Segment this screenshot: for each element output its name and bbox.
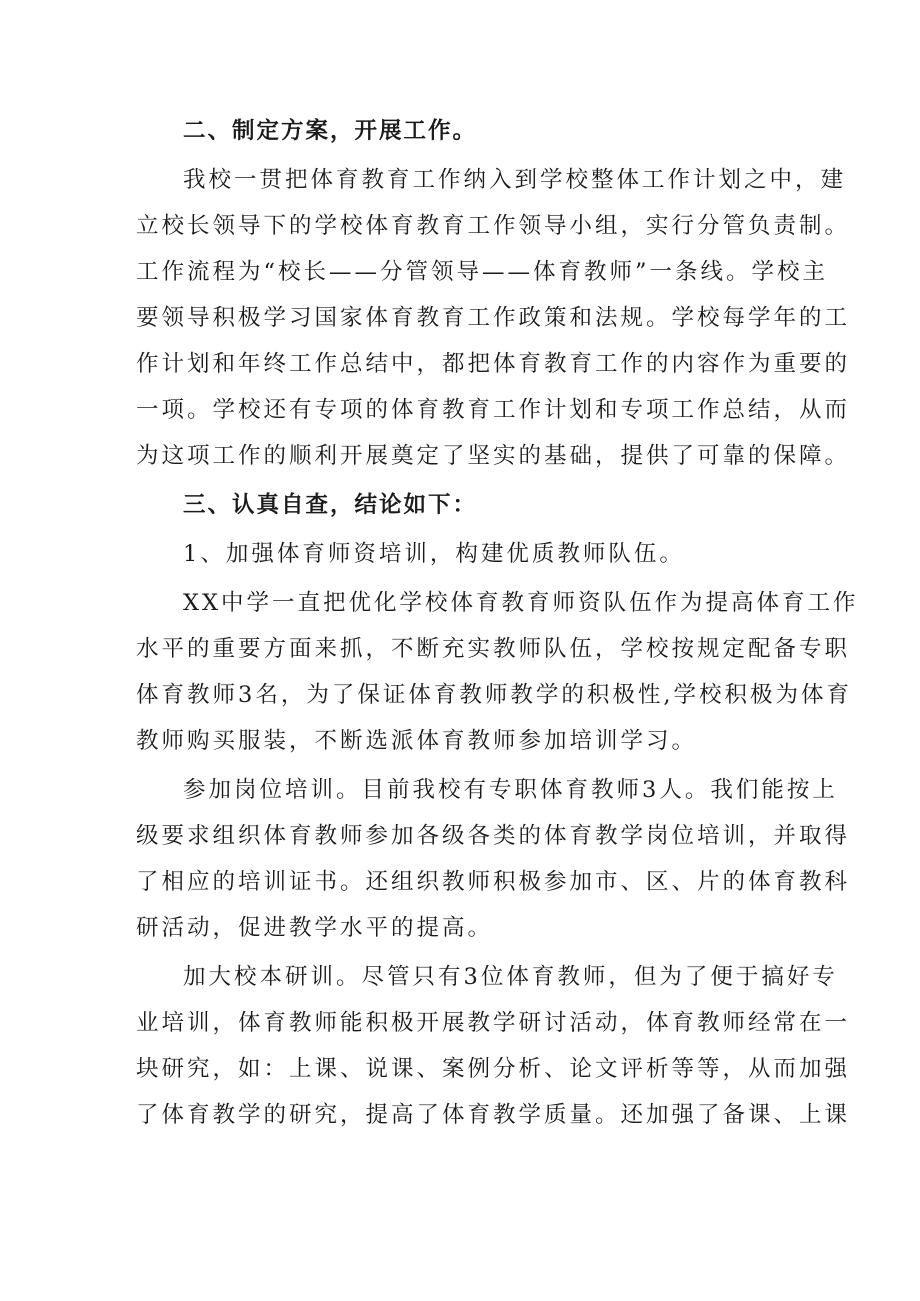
paragraph-line: 作计划和年终工作总结中，都把体育教育工作的内容作为重要的	[136, 351, 851, 377]
section-heading-3: 三、认真自查，结论如下：	[183, 492, 478, 518]
paragraph-line: 我校一贯把体育教育工作纳入到学校整体工作计划之中，建	[183, 167, 847, 193]
section-2-paragraph	[136, 157, 851, 479]
document-body	[136, 108, 859, 1138]
section-3-paragraph-3	[136, 954, 851, 1138]
paragraph-line: 水平的重要方面来抓，不断充实教师队伍，学校按规定配备专职	[136, 636, 851, 662]
paragraph-line: 加大校本研训。尽管只有3位体育教师，但为了便于搞好专	[183, 964, 838, 990]
paragraph-line: 要领导积极学习国家体育教育工作政策和法规。学校每学年的工	[136, 305, 851, 331]
paragraph-line: 教师购买服装，不断选派体育教师参加培训学习。	[136, 728, 698, 754]
section-heading-2: 二、制定方案，开展工作。	[183, 118, 478, 144]
paragraph-line: 为这项工作的顺利开展奠定了坚实的基础，提供了可靠的保障。	[136, 443, 851, 469]
paragraph-line: 立校长领导下的学校体育教育工作领导小组，实行分管负责制。	[136, 213, 851, 239]
paragraph-line: 参加岗位培训。目前我校有专职体育教师3人。我们能按上	[183, 777, 838, 803]
paragraph-line: 业培训，体育教师能积极开展教学研讨活动，体育教师经常在一	[136, 1010, 851, 1036]
section-3-paragraph-1	[136, 580, 859, 764]
paragraph-line: 一项。学校还有专项的体育教育工作计划和专项工作总结，从而	[136, 397, 851, 423]
paragraph-line: 了相应的培训证书。还组织教师积极参加市、区、片的体育教科	[136, 869, 851, 895]
paragraph-line: 块研究，如：上课、说课、案例分析、论文评析等等，从而加强	[136, 1056, 851, 1082]
paragraph-line: 工作流程为“校长——分管领导——体育教师”一条线。学校主	[136, 259, 829, 285]
paragraph-line: XX中学一直把优化学校体育教育师资队伍作为提高体育工作	[183, 590, 859, 616]
paragraph-line: 了体育教学的研究，提高了体育教学质量。还加强了备课、上课	[136, 1102, 851, 1128]
paragraph-line: 级要求组织体育教师参加各级各类的体育教学岗位培训，并取得	[136, 823, 851, 849]
paragraph-line: 体育教师3名，为了保证体育教师教学的积极性,学校积极为体育	[136, 682, 852, 708]
section-3-paragraph-2	[136, 767, 851, 951]
list-item-1: 1、加强体育师资培训，构建优质教师队伍。	[183, 541, 685, 567]
paragraph-line: 研活动，促进教学水平的提高。	[136, 915, 494, 941]
